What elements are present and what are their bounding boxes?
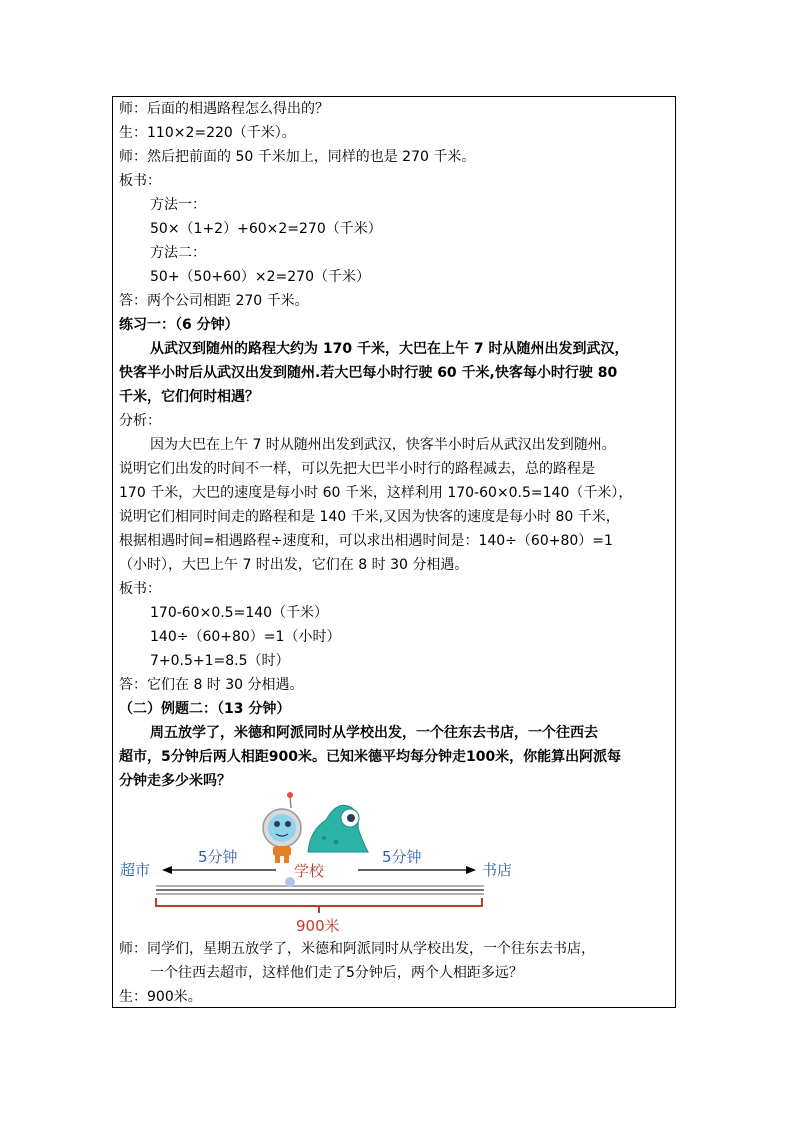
text-line: 方法一： (150, 197, 206, 213)
text-line: 板书： (119, 173, 161, 189)
text-line: 一个往西去超市，这样他们走了5分钟后，两个人相距多远？ (150, 965, 523, 981)
alien-icon (308, 805, 368, 852)
text-line: 根据相遇时间=相遇路程÷速度和，可以求出相遇时间是：140÷（60+80）=1 (119, 533, 613, 549)
text-line: 说明它们出发的时间不一样，可以先把大巴半小时行的路程减去，总的路程是 (119, 461, 595, 477)
text-line: 170-60×0.5=140（千米） (150, 605, 329, 621)
distance-label: 900米 (296, 917, 340, 935)
text-line: 师：然后把前面的 50 千米加上，同样的也是 270 千米。 (119, 149, 476, 165)
robot-icon (263, 792, 301, 863)
text-line: 生：110×2=220（千米）。 (119, 125, 296, 141)
text-line: 7+0.5+1=8.5（时） (150, 653, 290, 669)
text-line: 50×（1+2）+60×2=270（千米） (150, 221, 382, 237)
right-arrow (358, 866, 476, 874)
supermarket-label: 超市 (120, 861, 151, 879)
section-heading: （二）例题二：（13 分钟） (119, 701, 291, 717)
text-line: 50+（50+60）×2=270（千米） (150, 269, 370, 285)
problem-text: 超市，5分钟后两人相距900米。已知米德平均每分钟走100米，你能算出阿派每 (119, 749, 622, 765)
text-line: 师：同学们，星期五放学了，米德和阿派同时从学校出发，一个往东去书店， (119, 941, 595, 957)
text-line: 说明它们相同时间走的路程和是 140 千米,又因为快客的速度是每小时 80 千米， (119, 509, 620, 525)
text-line: 170 千米，大巴的速度是每小时 60 千米，这样利用 170-60×0.5=140（千米）， (119, 485, 633, 501)
text-line: 板书： (119, 581, 161, 597)
meeting-problem-diagram (112, 790, 676, 940)
text-line: （小时），大巴上午 7 时出发，它们在 8 时 30 分相遇。 (119, 557, 469, 573)
school-marker (285, 877, 295, 887)
road (156, 886, 484, 894)
text-line: 140÷（60+80）=1（小时） (150, 629, 341, 645)
distance-bracket (156, 898, 482, 913)
problem-text: 千米，它们何时相遇？ (119, 389, 259, 405)
section-heading: 练习一：（6 分钟） (119, 317, 239, 333)
text-line: 方法二： (150, 245, 206, 261)
bookstore-label: 书店 (482, 861, 513, 879)
left-time-label: 5分钟 (198, 848, 238, 866)
text-line: 生：900米。 (119, 989, 202, 1005)
problem-text: 周五放学了，米德和阿派同时从学校出发，一个往东去书店，一个往西去 (150, 725, 598, 741)
right-time-label: 5分钟 (382, 848, 422, 866)
problem-text: 快客半小时后从武汉出发到随州.若大巴每小时行驶 60 千米,快客每小时行驶 80 (119, 365, 618, 381)
left-arrow (162, 866, 276, 874)
text-line: 师：后面的相遇路程怎么得出的？ (119, 101, 329, 117)
problem-text: 分钟走多少米吗？ (119, 773, 231, 789)
school-label: 学校 (294, 862, 325, 880)
text-line: 分析： (119, 413, 161, 429)
text-line: 答：两个公司相距 270 千米。 (119, 293, 309, 309)
text-line: 答：它们在 8 时 30 分相遇。 (119, 677, 304, 693)
problem-text: 从武汉到随州的路程大约为 170 千米，大巴在上午 7 时从随州出发到武汉， (150, 341, 629, 357)
text-line: 因为大巴在上午 7 时从随州出发到武汉，快客半小时后从武汉出发到随州。 (150, 437, 616, 453)
